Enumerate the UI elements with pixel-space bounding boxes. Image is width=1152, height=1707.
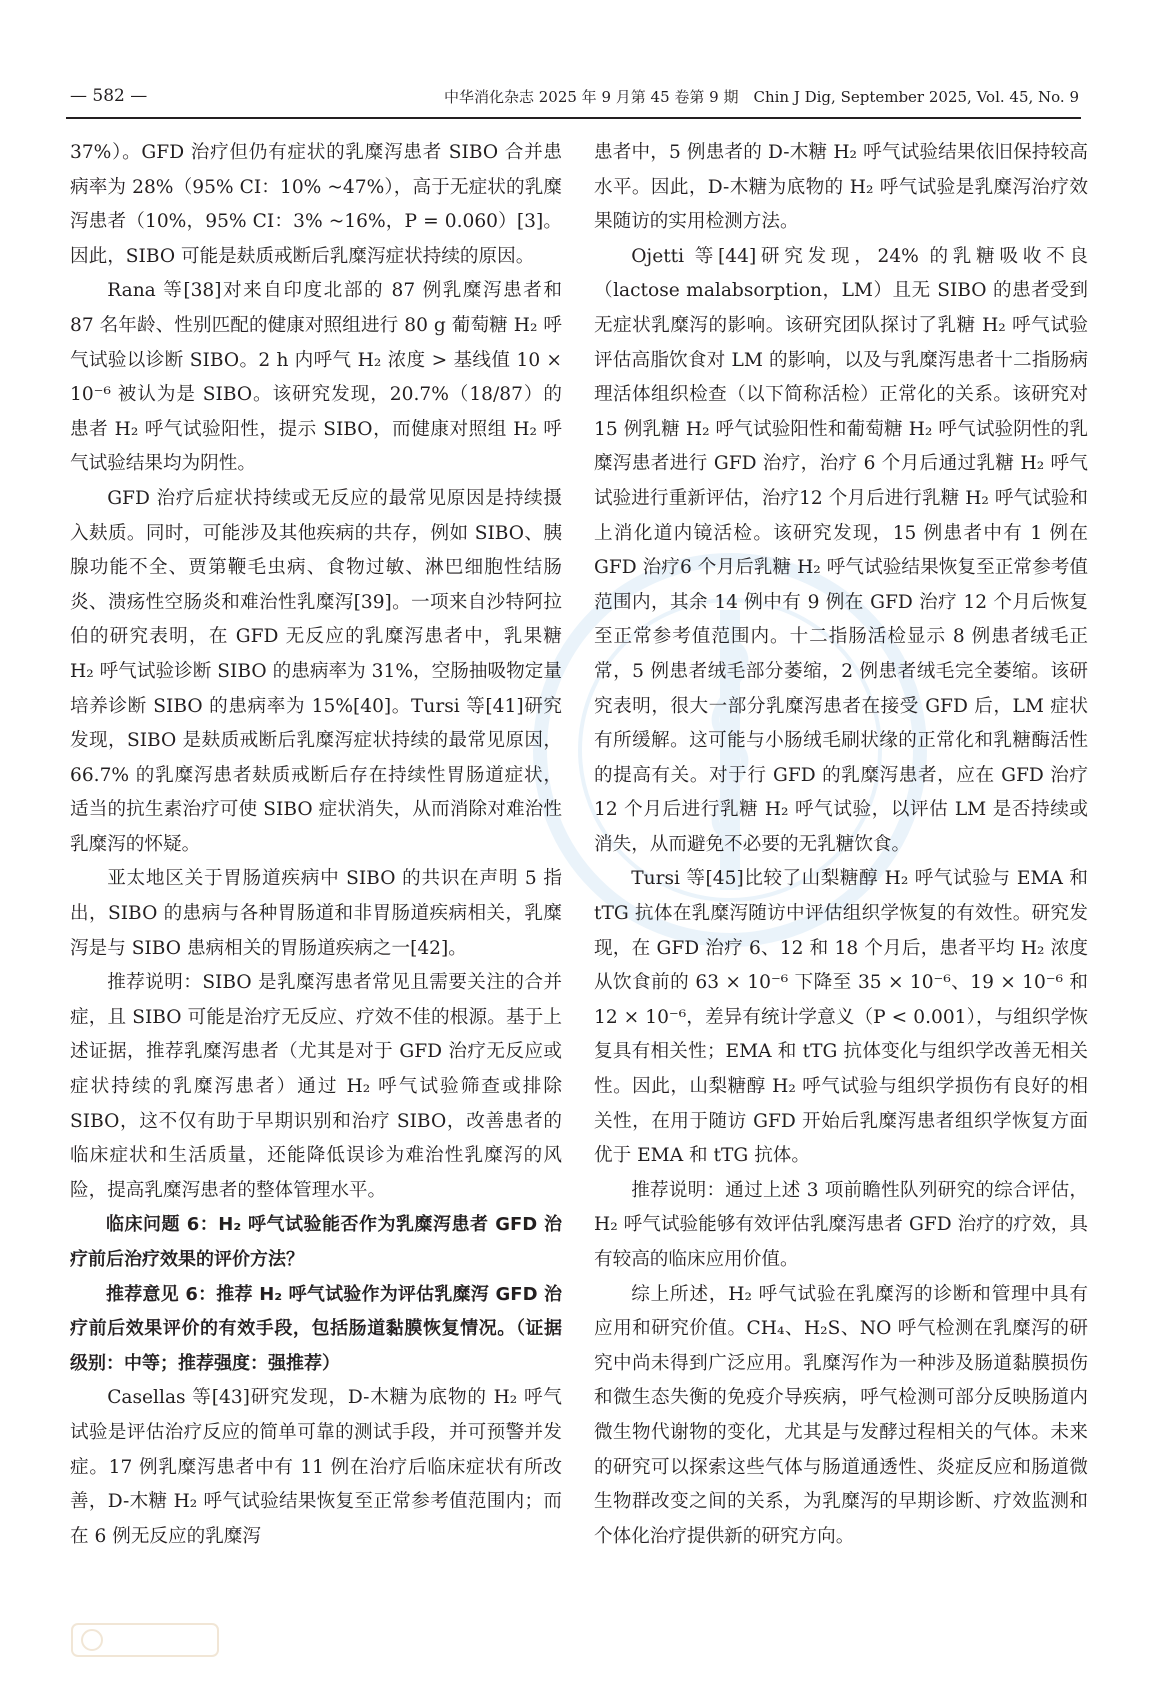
journal-citation: 中华消化杂志 2025 年 9 月第 45 卷第 9 期 Chin J Dig, September 2025, Vol. 45, No. 9 (443, 88, 1079, 106)
paragraph: GFD 治疗后症状持续或无反应的最常见原因是持续摄入麸质。同时，可能涉及其他疾病的共存，例如 SIBO、胰腺功能不全、贾第鞭毛虫病、食物过敏、淋巴细胞性结肠炎、溃疡性空肠炎和难治性乳糜泻[39]。一项来自沙特阿拉伯的研究表明，在 GFD 无反应的乳糜泻患者中，乳果糖 H₂ 呼气试验诊断 SIBO 的患病率为 31%，空肠抽吸物定量培养诊断 SIBO 的患病率为 15%[40]。Tursi 等[41]研究发现，SIBO 是麸质戒断后乳糜泻症状持续的最常见原因，66.7% 的乳糜泻患者麸质戒断后存在持续性胃肠道症状，适当的抗生素治疗可使 SIBO 症状消失，从而消除对难治性乳糜泻的怀疑。 (70, 487, 562, 855)
paragraph: Rana 等[38]对来自印度北部的 87 例乳糜泻患者和 87 名年龄、性别匹配的健康对照组进行 80 g 葡萄糖 H₂ 呼气试验以诊断 SIBO。2 h 内呼气 H₂ 浓度 > 基线值 10 × 10⁻⁶ 被认为是 SIBO。该研究发现，20.7%（18/87）的患者 H₂ 呼气试验阳性，提示 SIBO，而健康对照组 H₂ 呼气试验结果均为阴性。 (70, 280, 562, 475)
paragraph: Ojetti 等[44]研究发现，24% 的乳糖吸收不良（lactose malabsorption，LM）且无 SIBO 的患者受到无症状乳糜泻的影响。该研究团队探讨了乳糖 H₂ 呼气试验评估高脂饮食对 LM 的影响，以及与乳糜泻患者十二指肠病理活体组织检查（以下简称活检）正常化的关系。该研究对 15 例乳糖 H₂ 呼气试验阳性和葡萄糖 H₂ 呼气试验阴性的乳糜泻患者进行 GFD 治疗，治疗 6 个月后通过乳糖 H₂ 呼气试验进行重新评估，治疗12 个月后进行乳糖 H₂ 呼气试验和上消化道内镜活检。该研究发现，15 例患者中有 1 例在 GFD 治疗6 个月后乳糖 H₂ 呼气试验结果恢复至正常参考值范围内，其余 14 例中有 9 例在 GFD 治疗 12 个月后恢复至正常参考值范围内。十二指肠活检显示 8 例患者绒毛正常，5 例患者绒毛部分萎缩，2 例患者绒毛完全萎缩。该研究表明，很大一部分乳糜泻患者在接受 GFD 后，LM 症状有所缓解。这可能与小肠绒毛刷状缘的正常化和乳糖酶活性的提高有关。对于行 GFD 的乳糜泻患者，应在 GFD 治疗 12 个月后进行乳糖 H₂ 呼气试验，以评估 LM 是否持续或消失，从而避免不必要的无乳糖饮食。 (594, 245, 1088, 855)
right-column (594, 136, 1088, 1554)
paragraph: 推荐说明：SIBO 是乳糜泻患者常见且需要关注的合并症，且 SIBO 可能是治疗无反应、疗效不佳的根源。基于上述证据，推荐乳糜泻患者（尤其是对于 GFD 治疗无反应或症状持续的乳糜泻患者）通过 H₂ 呼气试验筛查或排除 SIBO，这不仅有助于早期识别和治疗 SIBO，改善患者的临床症状和生活质量，还能降低误诊为难治性乳糜泻的风险，提高乳糜泻患者的整体管理水平。 (70, 972, 562, 1201)
faint-stamp (70, 1620, 220, 1660)
paragraph: 推荐说明：通过上述 3 项前瞻性队列研究的综合评估，H₂ 呼气试验能够有效评估乳糜泻患者 GFD 治疗的疗效，具有较高的临床应用价值。 (594, 1179, 1088, 1270)
recommendation-heading: 推荐意见 6：推荐 H₂ 呼气试验作为评估乳糜泻 GFD 治疗前后效果评价的有效手段，包括肠道黏膜恢复情况。（证据级别：中等；推荐强度：强推荐） (70, 1283, 562, 1374)
paragraph: 综上所述，H₂ 呼气试验在乳糜泻的诊断和管理中具有应用和研究价值。CH₄、H₂S、NO 呼气检测在乳糜泻的研究中尚未得到广泛应用。乳糜泻作为一种涉及肠道黏膜损伤和微生态失衡的免疫介导疾病，呼气检测可部分反映肠道内微生物代谢物的变化，尤其是与发酵过程相关的气体。未来的研究可以探索这些气体与肠道通透性、炎症反应和肠道微生物群改变之间的关系，为乳糜泻的早期诊断、疗效监测和个体化治疗提供新的研究方向。 (594, 1283, 1088, 1547)
page-header (0, 78, 1152, 118)
header-rule (66, 117, 1081, 119)
paragraph: Tursi 等[45]比较了山梨糖醇 H₂ 呼气试验与 EMA 和 tTG 抗体在乳糜泻随访中评估组织学恢复的有效性。研究发现，在 GFD 治疗 6、12 和 18 个月后，患者平均 H₂ 浓度从饮食前的 63 × 10⁻⁶ 下降至 35 × 10⁻⁶、19 × 10⁻⁶ 和 12 × 10⁻⁶，差异有统计学意义（P < 0.001），与组织学恢复具有相关性；EMA 和 tTG 抗体变化与组织学改善无相关性。因此，山梨糖醇 H₂ 呼气试验与组织学损伤有良好的相关性，在用于随访 GFD 开始后乳糜泻患者组织学恢复方面优于 EMA 和 tTG 抗体。 (594, 868, 1088, 1167)
paragraph: 亚太地区关于胃肠道疾病中 SIBO 的共识在声明 5 指出，SIBO 的患病与各种胃肠道和非胃肠道疾病相关，乳糜泻是与 SIBO 患病相关的胃肠道疾病之一[42]。 (70, 868, 562, 959)
paragraph: 37%）。GFD 治疗但仍有症状的乳糜泻患者 SIBO 合并患病率为 28%（95% CI：10% ~47%），高于无症状的乳糜泻患者（10%，95% CI：3% ~16%，P = 0.060）[3]。因此，SIBO 可能是麸质戒断后乳糜泻症状持续的原因。 (70, 142, 562, 267)
paragraph: Casellas 等[43]研究发现，D-木糖为底物的 H₂ 呼气试验是评估治疗反应的简单可靠的测试手段，并可预警并发症。17 例乳糜泻患者中有 11 例在治疗后临床症状有所改善，D-木糖 H₂ 呼气试验结果恢复至正常参考值范围内；而在 6 例无反应的乳糜泻 (70, 1387, 562, 1547)
clinical-question-heading: 临床问题 6：H₂ 呼气试验能否作为乳糜泻患者 GFD 治疗前后治疗效果的评价方法？ (70, 1214, 562, 1270)
paragraph: 患者中，5 例患者的 D-木糖 H₂ 呼气试验结果依旧保持较高水平。因此，D-木糖为底物的 H₂ 呼气试验是乳糜泻治疗效果随访的实用检测方法。 (594, 142, 1088, 233)
page-number: — 582 — (70, 86, 148, 106)
left-column (70, 136, 562, 1554)
